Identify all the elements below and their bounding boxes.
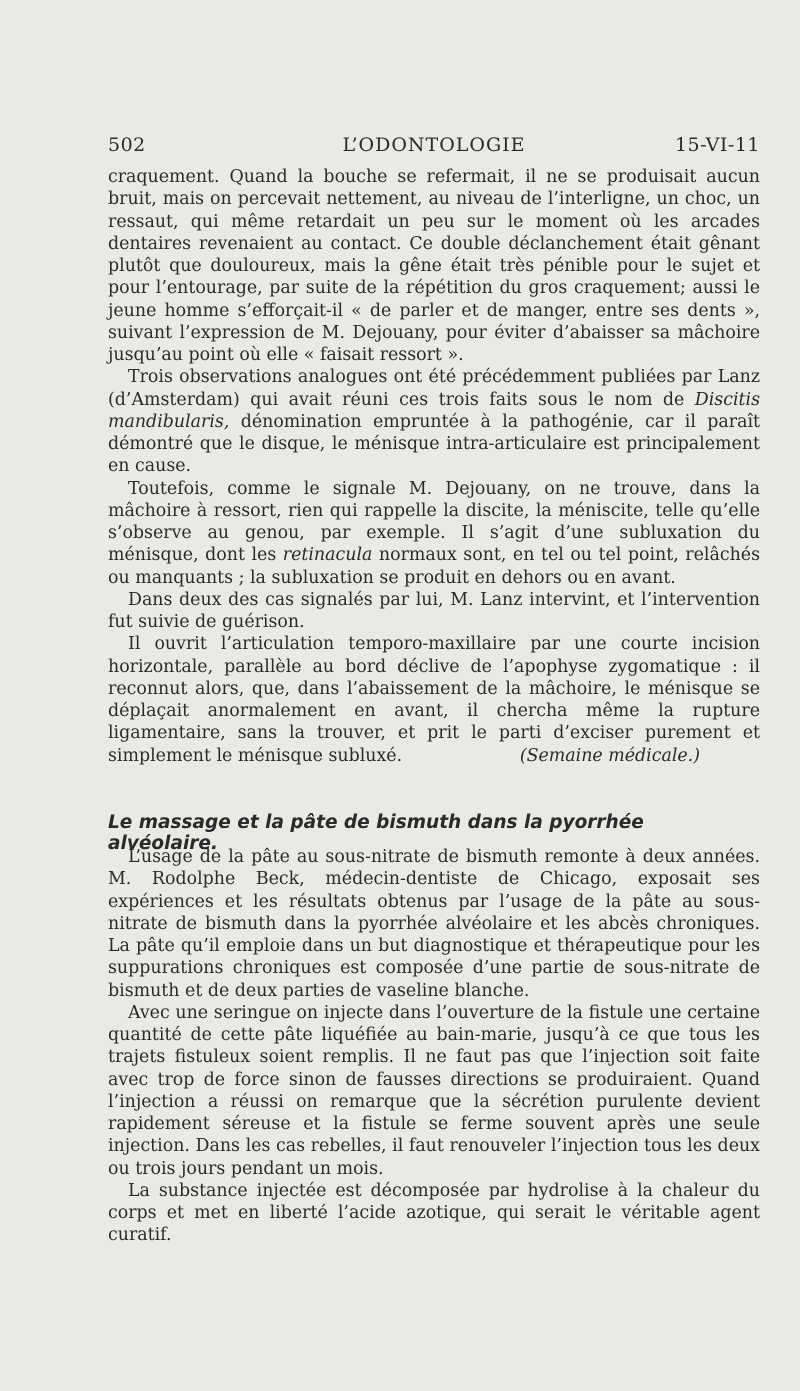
source-citation: (Semaine médicale.) [519,745,700,766]
issue-date: 15-VI-11 [674,134,760,156]
paragraph-3 [108,478,760,589]
article-body-2 [108,846,760,1247]
paragraph-2-text-b: dénomination empruntée à la pathogénie, car il paraît démontré que le disque, le ménisque intra-articulaire est principalement en cause. [108,411,760,477]
paragraph-6: L’usage de la pâte au sous-nitrate de bismuth remonte à deux années. M. Rodolphe Beck, médecin-dentiste de Chicago, exposait ses expériences et les résultats obtenus par l’usage de la pâte au sous-nitrate de bismuth dans la pyorrhée alvéolaire et les abcès chroniques. La pâte qu’il emploie dans un but diagnostique et thérapeutique pour les suppurations chroniques est composée d’une partie de sous-nitrate de bismuth et de deux parties de vaseline blanche. [108,847,760,1001]
paragraph-2 [108,366,760,477]
paragraph-5 [108,633,760,767]
paragraph-5-text: Il ouvrit l’articulation temporo-maxillaire par une courte incision horizontale, parallèle au bord déclive de l’apophyse zygomatique : il reconnut alors, que, dans l’abaissement de la mâchoire, le ménisque se déplaçait anormalement en avant, il chercha même la rupture ligamentaire, sans la trouver, et prit le parti d’exciser purement et simplement le ménisque subluxé. [108,634,760,766]
paragraph-1: craquement. Quand la bouche se refermait, il ne se produisait aucun bruit, mais on percevait nettement, au niveau de l’interligne, un choc, un ressaut, qui même retardait un peu sur le moment où les arcades dentaires revenaient au contact. Ce double déclanchement était gênant plutôt que douloureux, mais la gêne était très pénible pour le sujet et pour l’entourage, par suite de la répétition du gros craquement; aussi le jeune homme s’efforçait-il « de parler et de manger, entre ses dents », suivant l’expression de M. Dejouany, pour éviter d’abaisser sa mâchoire jusqu’au point où elle « faisait ressort ». [108,167,760,365]
paragraph-7: Avec une seringue on injecte dans l’ouverture de la fistule une certaine quantité de cette pâte liquéfiée au bain-marie, jusqu’à ce que tous les trajets fistuleux soient remplis. Il ne faut pas que l’injection soit faite avec trop de force sinon de fausses directions se produiraient. Quand l’injection a réussi on remarque que la sécrétion purulente devient rapidement séreuse et la fistule se ferme souvent après une seule injection. Dans les cas rebelles, il faut renouveler l’injection tous les deux ou trois jours pendant un mois. [108,1002,760,1179]
journal-title: L’ODONTOLOGIE [342,134,526,156]
paragraph-3-text-b: normaux sont, en tel ou tel point, relâchés ou manquants ; la subluxation se produit en dehors ou en avant. [108,545,760,588]
page-number: 502 [108,134,146,156]
section-heading: Le massage et la pâte de bismuth dans la pyorrhée alvéolaire. [108,812,644,854]
paragraph-2-text-a: Trois observations analogues ont été précédemment publiées par Lanz (d’Amsterdam) qui avait réuni ces trois faits sous le nom de [108,367,760,410]
paragraph-3-italic: retinacula [282,545,373,566]
paragraph-8: La substance injectée est décomposée par hydrolise à la chaleur du corps et met en liberté l’acide azotique, qui serait le véritable agent curatif. [108,1180,760,1246]
article-body-1 [108,166,760,767]
paragraph-3-text-a: Toutefois, comme le signale M. Dejouany, on ne trouve, dans la mâchoire à ressort, rien qui rappelle la discite, la méniscite, telle qu’elle s’observe au genou, par exemple. Il s’agit d’une subluxation du ménisque, dont les [108,478,760,566]
paragraph-4: Dans deux des cas signalés par lui, M. Lanz intervint, et l’intervention fut suivie de guérison. [108,589,760,632]
paragraph-2-italic: Discitis mandibularis, [108,389,760,432]
running-header [108,130,760,162]
